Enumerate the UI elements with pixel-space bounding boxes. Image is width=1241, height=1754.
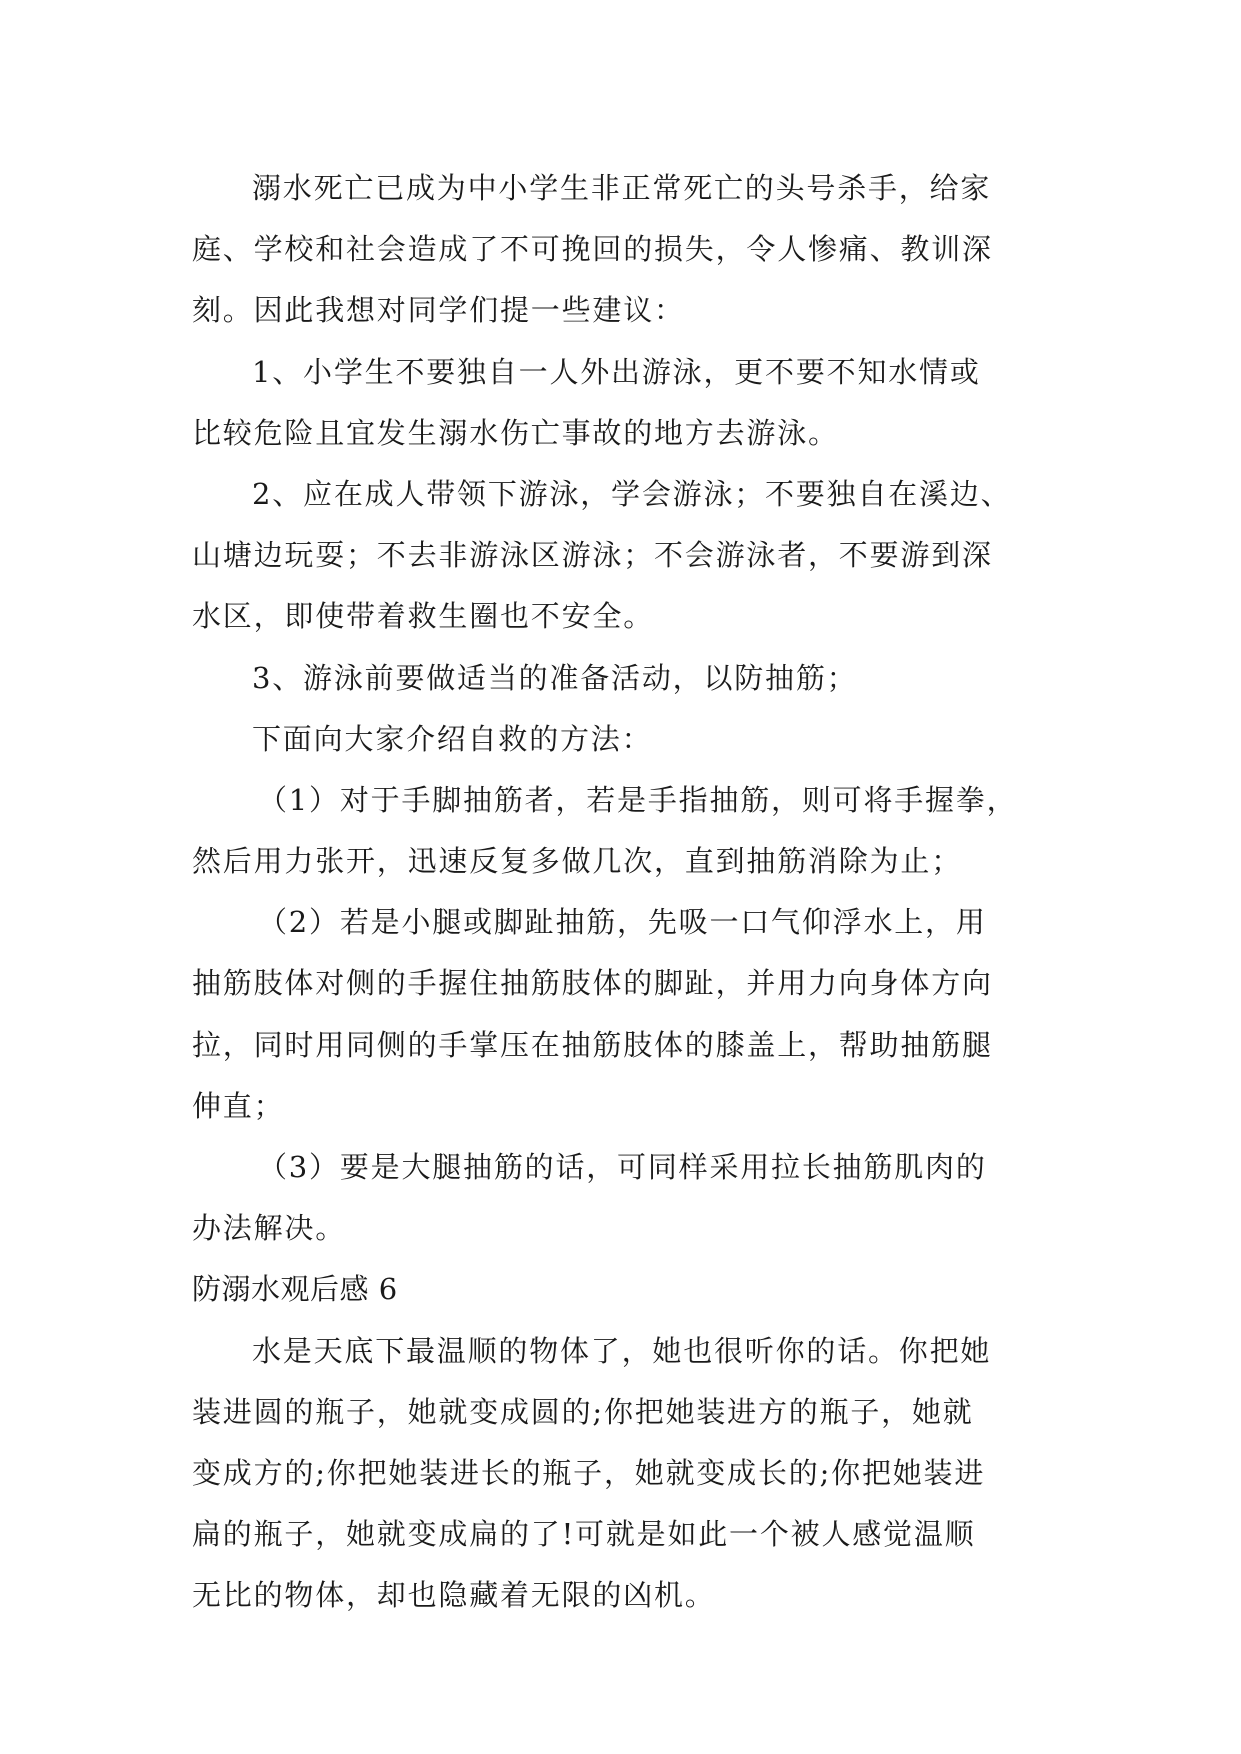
paragraph-line: 拉，同时用同侧的手掌压在抽筋肢体的膝盖上，帮助抽筋腿 xyxy=(192,1027,993,1062)
paragraph-line: （2）若是小腿或脚趾抽筋，先吸一口气仰浮水上，用 xyxy=(258,905,987,940)
paragraph-line: 比较危险且宜发生溺水伤亡事故的地方去游泳。 xyxy=(192,415,839,450)
paragraph-line: （1）对于手脚抽筋者，若是手指抽筋，则可将手握拳， xyxy=(258,782,1018,817)
paragraph-line: 无比的物体，却也隐藏着无限的凶机。 xyxy=(192,1578,716,1613)
paragraph-line: 下面向大家介绍自救的方法： xyxy=(252,721,653,756)
paragraph-line: 变成方的;你把她装进长的瓶子，她就变成长的;你把她装进 xyxy=(192,1455,986,1490)
paragraph-line: 山塘边玩耍；不去非游泳区游泳；不会游泳者，不要游到深 xyxy=(192,538,993,573)
paragraph-line: 溺水死亡已成为中小学生非正常死亡的头号杀手，给家 xyxy=(252,171,992,205)
paragraph-line: 水区，即使带着救生圈也不安全。 xyxy=(192,599,655,634)
paragraph-line: 2、应在成人带领下游泳，学会游泳；不要独自在溪边、 xyxy=(252,476,1012,511)
section-title: 防溺水观后感 6 xyxy=(192,1272,398,1307)
paragraph-line: 抽筋肢体对侧的手握住抽筋肢体的脚趾，并用力向身体方向 xyxy=(192,966,993,1001)
paragraph-line: 然后用力张开，迅速反复多做几次，直到抽筋消除为止； xyxy=(192,844,963,879)
paragraph-line: 庭、学校和社会造成了不可挽回的损失，令人惨痛、教训深 xyxy=(192,232,993,267)
paragraph-line: 3、游泳前要做适当的准备活动，以防抽筋； xyxy=(252,660,858,695)
paragraph-line: 办法解决。 xyxy=(192,1211,347,1246)
paragraph-line: 扁的瓶子，她就变成扁的了!可就是如此一个被人感觉温顺 xyxy=(192,1517,976,1552)
document-body xyxy=(192,158,1052,1627)
paragraph-line: 1、小学生不要独自一人外出游泳，更不要不知水情或 xyxy=(252,354,981,389)
paragraph-line: 水是天底下最温顺的物体了，她也很听你的话。你把她 xyxy=(252,1333,992,1368)
paragraph-line: （3）要是大腿抽筋的话，可同样采用拉长抽筋肌肉的 xyxy=(258,1150,987,1184)
paragraph-line: 伸直； xyxy=(192,1088,285,1123)
paragraph-line: 刻。因此我想对同学们提一些建议： xyxy=(192,293,685,328)
paragraph-line: 装进圆的瓶子，她就变成圆的;你把她装进方的瓶子，她就 xyxy=(192,1394,974,1429)
